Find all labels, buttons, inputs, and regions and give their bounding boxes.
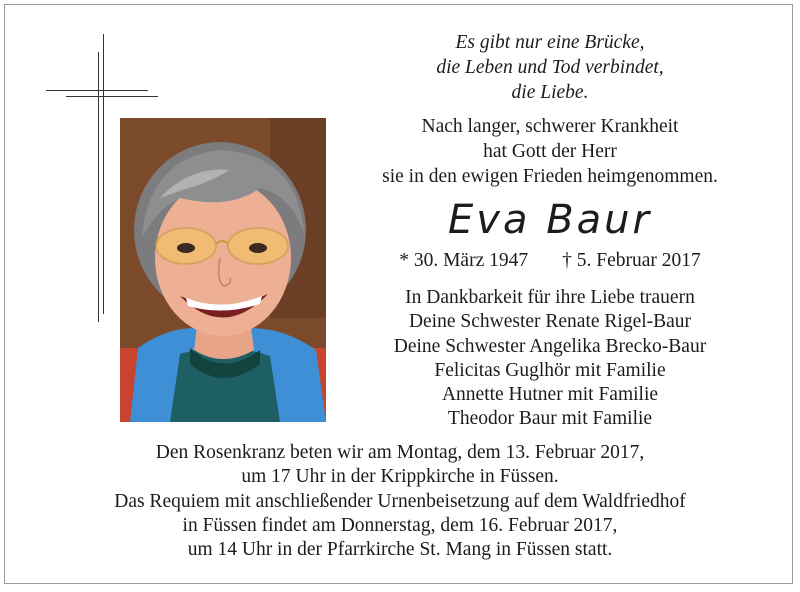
service-line: Das Requiem mit anschließender Urnenbeisetzung auf dem Waldfriedhof [114, 490, 686, 512]
service-details [20, 441, 780, 562]
intro-line: hat Gott der Herr [483, 141, 617, 162]
intro-line: Nach langer, schwerer Krankheit [421, 116, 679, 137]
portrait-photo [120, 118, 326, 422]
service-line: um 14 Uhr in der Pfarrkirche St. Mang in Füssen statt. [187, 539, 613, 561]
mourner-line: Theodor Baur mit Familie [447, 408, 653, 430]
intro-text [340, 114, 760, 189]
mourner-line: Felicitas Guglhör mit Familie [434, 359, 666, 381]
mourner-line: Deine Schwester Angelika Brecko-Baur [393, 335, 707, 357]
mourner-line: Annette Hutner mit Familie [441, 384, 659, 406]
verse-line: die Leben und Tod verbindet, [436, 57, 664, 78]
verse-line: Es gibt nur eine Brücke, [455, 32, 645, 53]
service-line: Den Rosenkranz beten wir am Montag, dem 13. Februar 2017, [155, 442, 645, 463]
birth-date: * 30. März 1947 [399, 250, 529, 271]
mourner-line: In Dankbarkeit für ihre Liebe trauern [405, 287, 695, 308]
deceased-name: Eva Baur [448, 197, 652, 243]
life-dates [370, 248, 730, 274]
service-line: in Füssen findet am Donnerstag, dem 16. Februar 2017, [182, 514, 618, 536]
death-date: † 5. Februar 2017 [562, 250, 701, 271]
verse-line: die Liebe. [511, 82, 589, 103]
mourner-line: Deine Schwester Renate Rigel-Baur [408, 311, 692, 333]
intro-line: sie in den ewigen Frieden heimgenommen. [382, 166, 718, 187]
service-line: um 17 Uhr in der Krippkirche in Füssen. [241, 466, 559, 488]
mourners-list [340, 286, 760, 432]
verse-quote [380, 30, 720, 105]
